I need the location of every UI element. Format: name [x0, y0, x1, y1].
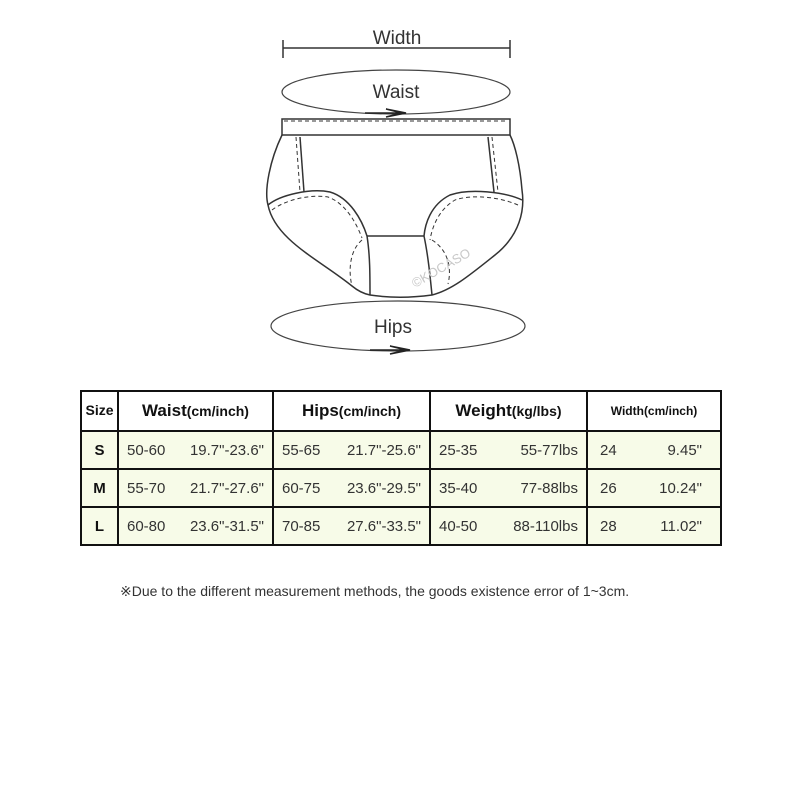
width-label: Width	[372, 28, 422, 49]
hips-cell: 70-85 27.6"-33.5"	[273, 507, 430, 545]
watermark: ©KOCASO	[409, 245, 473, 291]
hips-cell: 60-75 23.6"-29.5"	[273, 469, 430, 507]
width-cell: 26 10.24"	[587, 469, 721, 507]
size-cell: M	[81, 469, 118, 507]
size-cell: L	[81, 507, 118, 545]
hips-arrow-icon	[370, 346, 410, 354]
weight-cell: 40-50 88-110lbs	[430, 507, 587, 545]
hips-cell: 55-65 21.7"-25.6"	[273, 431, 430, 469]
width-cell: 28 11.02"	[587, 507, 721, 545]
header-weight: Weight(kg/lbs)	[430, 391, 587, 431]
waist-cell: 50-60 19.7"-23.6"	[118, 431, 273, 469]
weight-cell: 35-40 77-88lbs	[430, 469, 587, 507]
table-row	[81, 507, 721, 545]
header-width: Width(cm/inch)	[587, 391, 721, 431]
waist-cell: 55-70 21.7"-27.6"	[118, 469, 273, 507]
waist-label: Waist	[372, 82, 420, 103]
table-row	[81, 431, 721, 469]
weight-cell: 25-35 55-77lbs	[430, 431, 587, 469]
header-size: Size	[81, 391, 118, 431]
waist-cell: 60-80 23.6"-31.5"	[118, 507, 273, 545]
table-header-row	[81, 391, 721, 431]
briefs-outline	[267, 119, 523, 297]
size-cell: S	[81, 431, 118, 469]
hips-label: Hips	[373, 317, 413, 338]
width-cell: 24 9.45"	[587, 431, 721, 469]
header-waist: Waist(cm/inch)	[118, 391, 273, 431]
garment-measurement-diagram	[0, 0, 800, 380]
measurement-note: ※Due to the different measurement methods, the goods existence error of 1~3cm.	[120, 583, 630, 599]
waist-arrow-icon	[365, 109, 406, 117]
size-chart-table	[80, 390, 722, 546]
header-hips: Hips(cm/inch)	[273, 391, 430, 431]
table-row	[81, 469, 721, 507]
